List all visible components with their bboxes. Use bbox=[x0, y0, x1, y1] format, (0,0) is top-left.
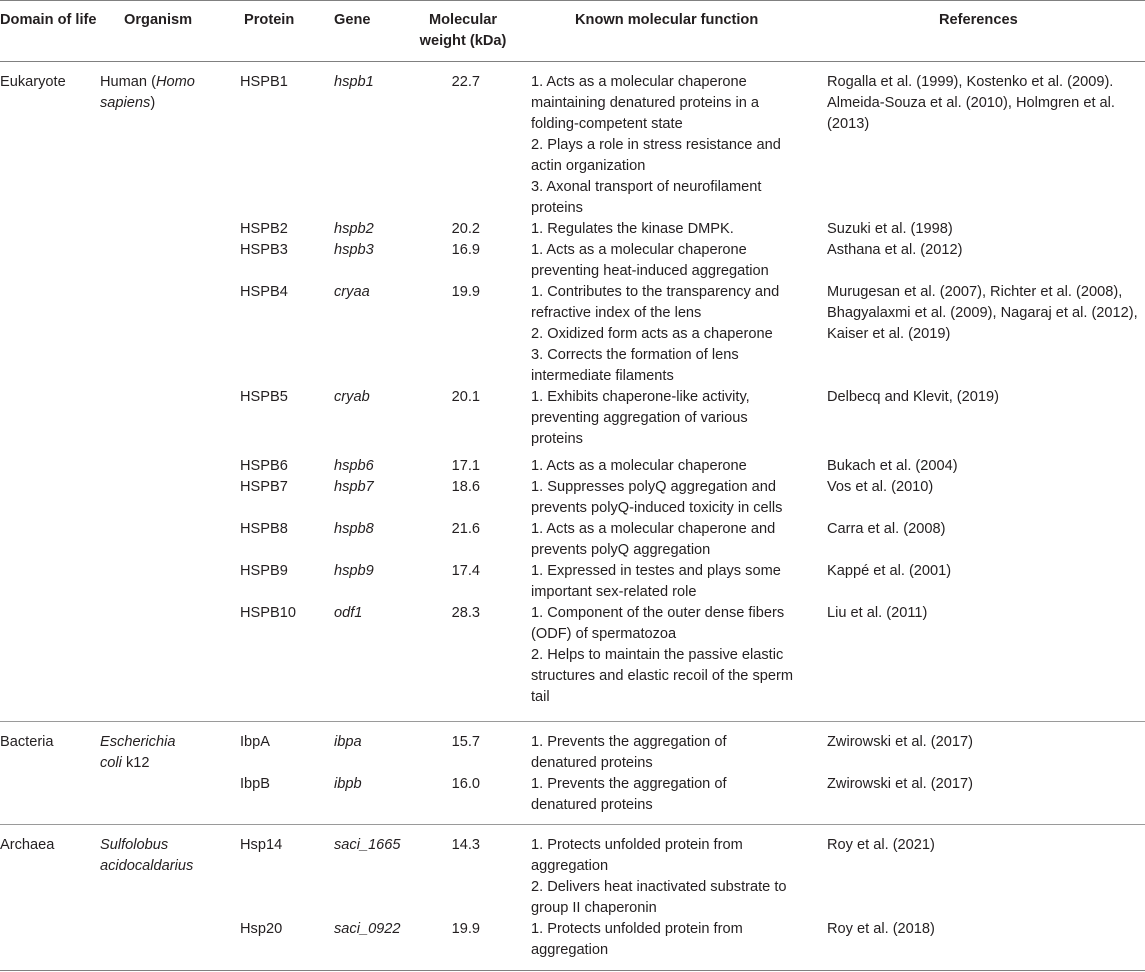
references-cell-line: Kaiser et al. (2019) bbox=[827, 326, 951, 342]
function-cell-line: maintaining denatured proteins in a bbox=[531, 95, 759, 111]
protein-cell: HSPB7 bbox=[240, 479, 288, 495]
function-cell-line: denatured proteins bbox=[531, 755, 653, 771]
weight-cell: 18.6 bbox=[451, 479, 480, 495]
gene-cell: cryab bbox=[334, 389, 370, 405]
header-protein: Protein bbox=[244, 12, 295, 28]
gene-cell: hspb6 bbox=[334, 458, 374, 474]
function-cell-line: 1. Acts as a molecular chaperone bbox=[531, 74, 747, 90]
protein-cell: HSPB1 bbox=[240, 74, 288, 90]
protein-cell: HSPB2 bbox=[240, 221, 288, 237]
function-cell-line: group II chaperonin bbox=[531, 900, 657, 916]
function-cell-line: 2. Helps to maintain the passive elastic bbox=[531, 647, 784, 663]
references-cell-line: Vos et al. (2010) bbox=[827, 479, 934, 495]
function-cell-line: proteins bbox=[531, 200, 583, 216]
function-cell-line: 2. Delivers heat inactivated substrate to bbox=[531, 879, 787, 895]
references-cell bbox=[827, 477, 933, 498]
references-cell bbox=[827, 387, 999, 408]
protein-cell: IbpB bbox=[240, 776, 271, 792]
function-cell bbox=[531, 835, 787, 919]
function-cell-line: refractive index of the lens bbox=[531, 305, 702, 321]
function-cell bbox=[531, 240, 769, 282]
function-cell-line: preventing aggregation of various bbox=[531, 410, 748, 426]
references-cell-line: Roy et al. (2021) bbox=[827, 837, 935, 853]
weight-cell: 15.7 bbox=[451, 734, 480, 750]
weight-cell: 17.1 bbox=[451, 458, 480, 474]
protein-cell: HSPB8 bbox=[240, 521, 288, 537]
function-cell bbox=[531, 219, 734, 240]
function-cell-line: 3. Corrects the formation of lens bbox=[531, 347, 739, 363]
header-gene: Gene bbox=[334, 12, 371, 28]
function-cell-line: 2. Oxidized form acts as a chaperone bbox=[531, 326, 773, 342]
references-cell bbox=[827, 456, 958, 477]
function-cell-line: important sex-related role bbox=[531, 584, 697, 600]
references-cell-line: Kappé et al. (2001) bbox=[827, 563, 952, 579]
gene-cell: hspb3 bbox=[334, 242, 374, 258]
references-cell bbox=[827, 240, 962, 261]
weight-cell: 28.3 bbox=[451, 605, 480, 621]
function-cell-line: 1. Prevents the aggregation of bbox=[531, 776, 727, 792]
references-cell bbox=[827, 561, 951, 582]
function-cell-line: prevents polyQ aggregation bbox=[531, 542, 711, 558]
header-weight: Molecular weight (kDa) bbox=[419, 12, 507, 49]
references-cell-line: Zwirowski et al. (2017) bbox=[827, 776, 973, 792]
header-domain: Domain of life bbox=[0, 12, 97, 28]
function-cell-line: aggregation bbox=[531, 858, 609, 874]
gene-cell: saci_1665 bbox=[334, 837, 401, 853]
protein-cell: HSPB5 bbox=[240, 389, 288, 405]
function-cell bbox=[531, 732, 727, 774]
function-cell-line: 2. Plays a role in stress resistance and bbox=[531, 137, 781, 153]
weight-cell: 14.3 bbox=[451, 837, 480, 853]
group-organism: Human (Homo sapiens) bbox=[100, 74, 195, 111]
references-cell-line: Bhagyalaxmi et al. (2009), Nagaraj et al. (2012), bbox=[827, 305, 1138, 321]
gene-cell: cryaa bbox=[334, 284, 370, 300]
weight-cell: 19.9 bbox=[451, 921, 480, 937]
group-rule bbox=[0, 824, 1145, 825]
weight-cell: 16.9 bbox=[451, 242, 480, 258]
protein-cell: Hsp20 bbox=[240, 921, 283, 937]
table-bottom-rule bbox=[0, 970, 1145, 971]
protein-cell: HSPB4 bbox=[240, 284, 288, 300]
function-cell-line: 1. Prevents the aggregation of bbox=[531, 734, 727, 750]
references-cell bbox=[827, 774, 973, 795]
function-cell bbox=[531, 519, 775, 561]
gene-cell: hspb1 bbox=[334, 74, 374, 90]
function-cell bbox=[531, 282, 779, 387]
references-cell bbox=[827, 835, 935, 856]
gene-cell: hspb7 bbox=[334, 479, 374, 495]
function-cell-line: tail bbox=[531, 689, 550, 705]
references-cell-line: Roy et al. (2018) bbox=[827, 921, 935, 937]
function-cell-line: 1. Exhibits chaperone-like activity, bbox=[531, 389, 750, 405]
function-cell-line: 1. Contributes to the transparency and bbox=[531, 284, 780, 300]
references-cell bbox=[827, 282, 1138, 345]
function-cell-line: 1. Regulates the kinase DMPK. bbox=[531, 221, 734, 237]
protein-cell: HSPB9 bbox=[240, 563, 288, 579]
function-cell-line: folding-competent state bbox=[531, 116, 683, 132]
group-domain: Bacteria bbox=[0, 734, 54, 750]
weight-cell: 19.9 bbox=[451, 284, 480, 300]
function-cell-line: 1. Protects unfolded protein from bbox=[531, 921, 743, 937]
function-cell-line: preventing heat-induced aggregation bbox=[531, 263, 769, 279]
group-rule bbox=[0, 721, 1145, 722]
references-cell-line: (2013) bbox=[827, 116, 870, 132]
references-cell-line: Asthana et al. (2012) bbox=[827, 242, 963, 258]
group-organism: Sulfolobus acidocaldarius bbox=[100, 837, 194, 874]
function-cell bbox=[531, 774, 727, 816]
function-cell bbox=[531, 456, 747, 477]
function-cell bbox=[531, 72, 781, 219]
references-cell-line: Bukach et al. (2004) bbox=[827, 458, 958, 474]
header-references: References bbox=[939, 12, 1018, 28]
weight-cell: 17.4 bbox=[451, 563, 480, 579]
function-cell-line: 1. Expressed in testes and plays some bbox=[531, 563, 781, 579]
header-function: Known molecular function bbox=[575, 12, 759, 28]
function-cell bbox=[531, 603, 793, 708]
references-cell bbox=[827, 919, 935, 940]
gene-cell: ibpb bbox=[334, 776, 362, 792]
references-cell-line: Zwirowski et al. (2017) bbox=[827, 734, 973, 750]
references-cell-line: Almeida-Souza et al. (2010), Holmgren et al. bbox=[827, 95, 1115, 111]
function-cell-line: 3. Axonal transport of neurofilament bbox=[531, 179, 762, 195]
group-domain: Archaea bbox=[0, 837, 55, 853]
protein-cell: HSPB6 bbox=[240, 458, 288, 474]
function-cell-line: aggregation bbox=[531, 942, 609, 958]
function-cell-line: 1. Component of the outer dense fibers bbox=[531, 605, 785, 621]
function-cell-line: 1. Suppresses polyQ aggregation and bbox=[531, 479, 777, 495]
weight-cell: 22.7 bbox=[451, 74, 480, 90]
references-cell-line: Liu et al. (2011) bbox=[827, 605, 928, 621]
references-cell bbox=[827, 519, 945, 540]
header-organism: Organism bbox=[124, 12, 193, 28]
function-cell bbox=[531, 919, 743, 961]
group-domain: Eukaryote bbox=[0, 74, 66, 90]
function-cell-line: (ODF) of spermatozoa bbox=[531, 626, 677, 642]
function-cell-line: 1. Acts as a molecular chaperone and bbox=[531, 521, 776, 537]
weight-cell: 20.1 bbox=[451, 389, 480, 405]
weight-cell: 16.0 bbox=[451, 776, 480, 792]
function-cell-line: intermediate filaments bbox=[531, 368, 674, 384]
protein-cell: HSPB3 bbox=[240, 242, 288, 258]
function-cell bbox=[531, 561, 781, 603]
function-cell-line: denatured proteins bbox=[531, 797, 653, 813]
function-cell-line: prevents polyQ-induced toxicity in cells bbox=[531, 500, 783, 516]
function-cell-line: actin organization bbox=[531, 158, 646, 174]
gene-cell: ibpa bbox=[334, 734, 362, 750]
weight-cell: 21.6 bbox=[451, 521, 480, 537]
references-cell bbox=[827, 219, 953, 240]
gene-cell: hspb2 bbox=[334, 221, 374, 237]
function-cell bbox=[531, 387, 750, 450]
table-top-rule bbox=[0, 0, 1145, 1]
references-cell bbox=[827, 603, 927, 624]
gene-cell: odf1 bbox=[334, 605, 363, 621]
references-cell-line: Carra et al. (2008) bbox=[827, 521, 946, 537]
references-cell-line: Delbecq and Klevit, (2019) bbox=[827, 389, 999, 405]
references-cell bbox=[827, 732, 973, 753]
gene-cell: hspb8 bbox=[334, 521, 374, 537]
gene-cell: saci_0922 bbox=[334, 921, 401, 937]
gene-cell: hspb9 bbox=[334, 563, 374, 579]
references-cell-line: Rogalla et al. (1999), Kostenko et al. (2009). bbox=[827, 74, 1114, 90]
function-cell-line: 1. Protects unfolded protein from bbox=[531, 837, 743, 853]
weight-cell: 20.2 bbox=[451, 221, 480, 237]
function-cell-line: 1. Acts as a molecular chaperone bbox=[531, 242, 747, 258]
function-cell bbox=[531, 477, 782, 519]
header-rule bbox=[0, 61, 1145, 62]
protein-cell: IbpA bbox=[240, 734, 271, 750]
function-cell-line: proteins bbox=[531, 431, 583, 447]
function-cell-line: structures and elastic recoil of the sperm bbox=[531, 668, 793, 684]
function-cell-line: 1. Acts as a molecular chaperone bbox=[531, 458, 747, 474]
references-cell-line: Suzuki et al. (1998) bbox=[827, 221, 953, 237]
protein-cell: Hsp14 bbox=[240, 837, 283, 853]
protein-cell: HSPB10 bbox=[240, 605, 296, 621]
references-cell-line: Murugesan et al. (2007), Richter et al. (2008), bbox=[827, 284, 1123, 300]
group-organism: Escherichia coli k12 bbox=[100, 734, 176, 771]
references-cell bbox=[827, 72, 1115, 135]
